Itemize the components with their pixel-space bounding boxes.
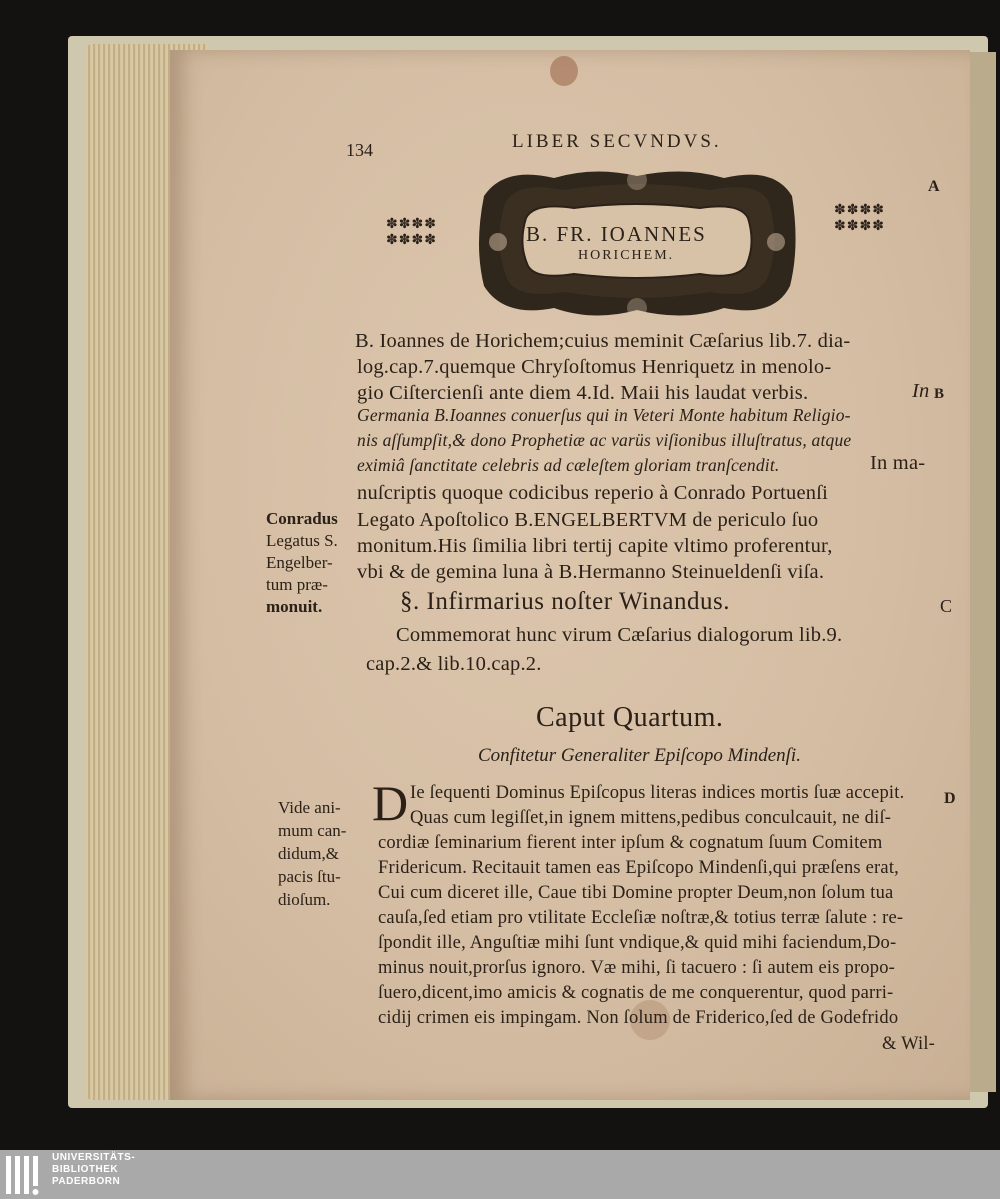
chapter-subtitle: Confitetur Generaliter Epiſcopo Mindenſi. (478, 745, 801, 766)
page-stain (550, 56, 578, 86)
para1-line: gio Ciſtercienſi ante diem 4.Id. Maii his laudat verbis. (357, 382, 809, 404)
margin-note-2: didum,& (278, 844, 339, 863)
margin-note-2: pacis ſtu- (278, 867, 341, 886)
para1-line: nuſcriptis quoque codicibus reperio à Conrado Portuenſi (357, 482, 829, 504)
margin-note-1: tum præ- (266, 575, 328, 594)
library-footer (0, 1150, 1000, 1199)
para3-catchword: & Wil- (882, 1034, 936, 1054)
para1-line: vbi & de gemina luna à B.Hermanno Steinueldenſi viſa. (357, 561, 825, 583)
cartouche-line2: HORICHEM. (578, 248, 675, 263)
para1-line: monitum.His ſimilia libri tertij capite vltimo proferentur, (357, 535, 833, 557)
margin-note-2: dioſum. (278, 890, 331, 909)
para3-line: minus nouit,prorſus ignoro. Væ mihi, ſi tacuero : ſi autem eis propo- (378, 958, 896, 978)
page-number: 134 (346, 140, 373, 160)
para3-line: Fridericum. Recitauit tamen eas Epiſcopo Mindenſi,qui præſens erat, (378, 858, 899, 878)
chapter-title: Caput Quartum. (536, 702, 724, 733)
margin-note-1: Engelber- (266, 553, 333, 572)
margin-letter-a: A (928, 178, 940, 195)
para1-line: Legato Apoſtolico B.ENGELBERTVM de periculo ſuo (357, 509, 819, 531)
para3-line: cidij crimen eis impingam. Non ſolum de Friderico,ſed de Godefrido (378, 1008, 899, 1028)
margin-note-1: Conradus (266, 509, 338, 528)
footer-line2: BIBLIOTHEK (52, 1164, 119, 1175)
margin-letter-c: C (940, 596, 953, 616)
ornament-right: ✽✽✽✽ ✽✽✽✽ (834, 202, 885, 234)
margin-letter-d: D (944, 790, 956, 807)
cover-right-edge (968, 52, 996, 1092)
cartouche-line1: B. FR. IOANNES (526, 222, 707, 246)
section-heading: §. Infirmarius noſter Winandus. (400, 588, 730, 615)
margin-letter-b: B (934, 386, 945, 402)
margin-note-1: Legatus S. (266, 531, 338, 550)
para1-line: In (912, 380, 930, 402)
para1-line: B. Ioannes de Horichem;cuius meminit Cæſarius lib.7. dia- (355, 330, 851, 352)
footer-line3: PADERBORN (52, 1176, 121, 1187)
para2-line: cap.2.& lib.10.cap.2. (366, 653, 542, 675)
ornament-left: ✽✽✽✽ ✽✽✽✽ (386, 216, 437, 248)
para3-line: Quas cum legiſſet,in ignem mittens,pedibus conculcauit, ne diſ- (410, 808, 892, 828)
para2-line: Commemorat hunc virum Cæſarius dialogorum lib.9. (396, 624, 843, 646)
para3-line: Cui cum diceret ille, Caue tibi Domine propter Deum,non ſolum tua (378, 883, 894, 903)
library-logo-icon (6, 1152, 46, 1196)
para3-line: ſuero,dicent,imo amicis & cognatis de me conquerentur, quod parri- (378, 983, 894, 1003)
para3-line: ſpondit ille, Anguſtiæ mihi ſunt vndique,& quid mihi faciendum,Do- (378, 933, 897, 953)
para1-line: eximiâ ſanctitate celebris ad cæleſtem gloriam tranſcendit. (357, 455, 780, 475)
para1-line: In ma- (870, 452, 926, 474)
margin-note-1: monuit. (266, 597, 323, 616)
para3-line: Ie ſequenti Dominus Epiſcopus literas indices mortis ſuæ accepit. (410, 783, 905, 803)
para1-line: Germania B.Ioannes conuerſus qui in Veteri Monte habitum Religio- (357, 405, 851, 425)
margin-note-2: Vide ani- (278, 798, 341, 817)
para1-line: nis aſſumpſit,& dono Prophetiæ ac varüs viſionibus illuſtratus, atque (357, 430, 852, 450)
margin-note-2: mum can- (278, 821, 347, 840)
drop-cap: D (372, 775, 409, 831)
para3-line: cauſa,ſed etiam pro vtilitate Eccleſiæ noſtræ,& totius terræ ſalute : re- (378, 908, 904, 928)
para1-line: log.cap.7.quemque Chryſoſtomus Henriquetz in menolo- (357, 356, 832, 378)
running-head: LIBER SECVNDVS. (512, 131, 722, 152)
para3-line: cordiæ ſeminarium fierent inter ipſum & cognatum ſuum Comitem (378, 833, 883, 853)
footer-line1: UNIVERSITÄTS- (52, 1152, 136, 1163)
